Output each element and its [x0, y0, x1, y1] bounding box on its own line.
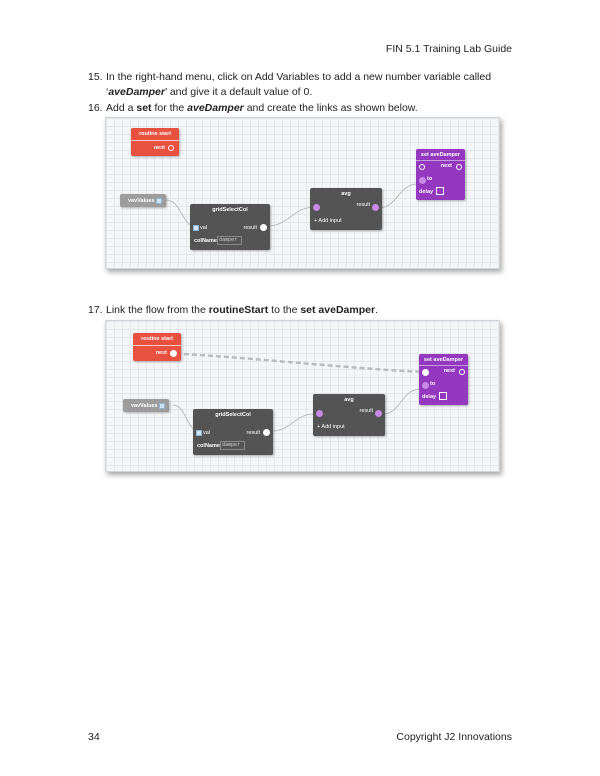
- add-input-button[interactable]: + Add input: [317, 424, 345, 430]
- result-port-icon[interactable]: [375, 410, 382, 417]
- step-text: In the right-hand menu, click on Add Variables to add a new number variable called ‘aveDamper’ and give it a default value of 0.: [106, 71, 492, 98]
- next-port-icon[interactable]: [456, 164, 462, 170]
- avg-node[interactable]: avg result + Add input: [313, 394, 385, 436]
- set-ave-damper-node[interactable]: set aveDamper next to delay: [416, 149, 465, 200]
- flow-in-port-icon[interactable]: [422, 369, 429, 376]
- step-17: [88, 303, 518, 318]
- diagram-2: [105, 320, 500, 472]
- step-number: 15.: [88, 71, 103, 83]
- step-16: [88, 101, 518, 116]
- vav-values-node[interactable]: vavValues: [120, 194, 166, 207]
- step-text: Link the flow from the routineStart to the set aveDamper.: [106, 304, 378, 316]
- colname-input[interactable]: damper: [220, 441, 245, 450]
- grid-select-col-node[interactable]: gridSelectCol val result colName damper: [190, 204, 270, 250]
- step-number: 17.: [88, 304, 103, 316]
- delay-port-icon[interactable]: [439, 392, 447, 400]
- input-port-icon[interactable]: [313, 204, 320, 211]
- val-port-icon[interactable]: [193, 225, 199, 231]
- result-port-icon[interactable]: [263, 429, 270, 436]
- page-header: FIN 5.1 Training Lab Guide: [385, 43, 512, 55]
- next-port-icon[interactable]: [168, 145, 174, 151]
- set-ave-damper-node[interactable]: set aveDamper next to delay: [419, 354, 468, 405]
- flow-in-port-icon[interactable]: [419, 164, 425, 170]
- step-number: 16.: [88, 102, 103, 114]
- to-port-icon[interactable]: [419, 177, 426, 184]
- output-port-icon[interactable]: [156, 198, 162, 204]
- to-port-icon[interactable]: [422, 382, 429, 389]
- routine-start-node[interactable]: routine start next: [131, 128, 179, 156]
- variable-name: aveDamper: [108, 86, 165, 98]
- routine-start-node[interactable]: routine start next: [133, 333, 181, 361]
- grid-select-col-node[interactable]: gridSelectCol val result colName damper: [193, 409, 273, 455]
- delay-port-icon[interactable]: [436, 187, 444, 195]
- val-port-icon[interactable]: [196, 430, 202, 436]
- step-15: [88, 70, 518, 100]
- next-port-icon[interactable]: [170, 350, 177, 357]
- colname-input[interactable]: damper: [217, 236, 242, 245]
- copyright: Copyright J2 Innovations: [396, 731, 512, 743]
- avg-node[interactable]: avg result + Add input: [310, 188, 382, 230]
- vav-values-node[interactable]: vavValues: [123, 399, 169, 412]
- input-port-icon[interactable]: [316, 410, 323, 417]
- result-port-icon[interactable]: [260, 224, 267, 231]
- page-number: 34: [88, 731, 100, 743]
- step-text: Add a set for the aveDamper and create the links as shown below.: [106, 102, 418, 114]
- add-input-button[interactable]: + Add input: [314, 218, 342, 224]
- diagram-1: [105, 117, 500, 269]
- next-port-icon[interactable]: [459, 369, 465, 375]
- output-port-icon[interactable]: [159, 403, 165, 409]
- result-port-icon[interactable]: [372, 204, 379, 211]
